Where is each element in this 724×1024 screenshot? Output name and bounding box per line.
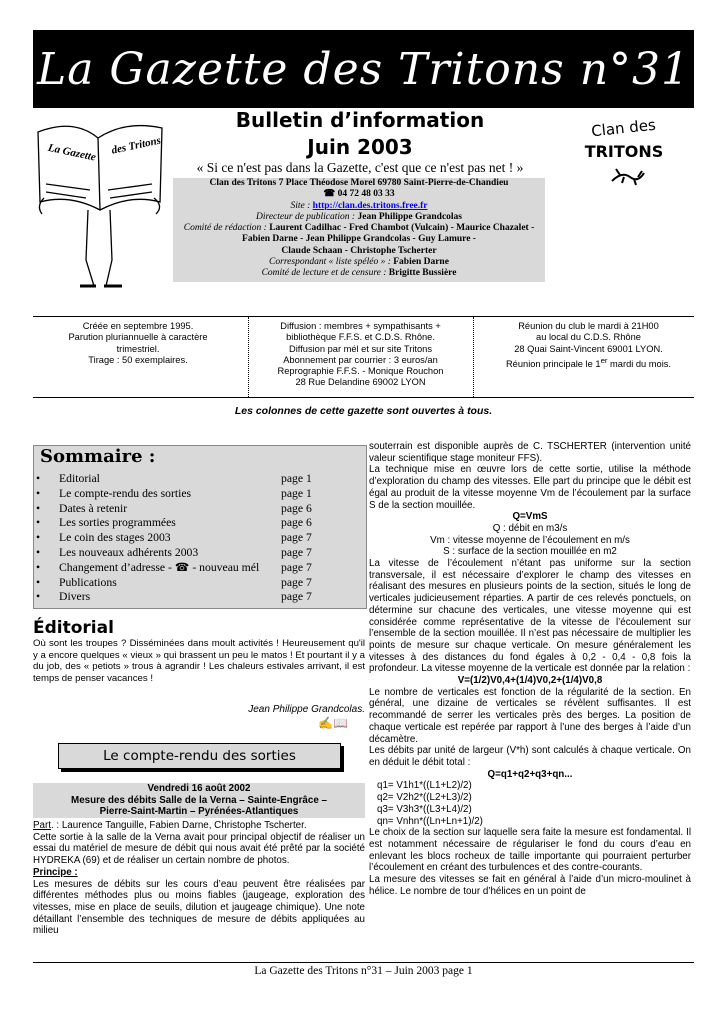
masthead-infobox (173, 178, 545, 282)
toc-page: page 6 (281, 516, 312, 530)
paragraph: Le choix de la section sur laquelle sera faite la mesure est fondamental. Il est notamment nécessaire de régulariser le fond du cours d’eau en enlevant les blocs rocheux de taille importante qui pourraient perturber l’écoulement en créant des turbulences et des contre-courants. (369, 827, 691, 874)
footer-rule (33, 962, 694, 963)
info-line (483, 355, 694, 370)
toc-item[interactable] (34, 531, 366, 546)
info-line: Réunion du club le mardi à 21H00 (518, 321, 659, 331)
clan-logo-line2: TRITONS (584, 142, 664, 161)
bullet-icon: • (36, 516, 41, 530)
sommaire-title: Sommaire : (40, 446, 156, 467)
toc-item[interactable] (34, 487, 366, 502)
committee-line-1: Laurent Cadilhac - Fred Chambot (Vulcain) - Maurice Chazalet - (269, 223, 535, 234)
info-line: trimestriel. (116, 343, 160, 354)
paragraph: La technique mise en œuvre lors de cette sortie, utilise la méthode d’exploration du champ des vitesses. Elle part du principe que le débit est égal au produit de la vitesse moyenne Vm de l’écoulement par la surface S de la section mouillée. (369, 464, 691, 511)
phone-icon: ☎ (323, 189, 338, 200)
info-line: Reprographie F.F.S. - Monique Rouchon (277, 366, 444, 377)
definition: Vm : vitesse moyenne de l’écoulement en m/s (430, 534, 630, 546)
info-text: Réunion principale le 1 (505, 358, 601, 369)
correspondent-name: Fabien Darne (393, 257, 449, 268)
toc-page: page 7 (281, 560, 312, 574)
info-line: Abonnement par courrier : 3 euros/an (283, 354, 438, 365)
toc-page: page 1 (281, 472, 312, 485)
toc-label: Divers (59, 590, 91, 604)
bullet-icon: • (36, 501, 41, 515)
club-address: Clan des Tritons 7 Place Théodose Morel 69780 Saint-Pierre-de-Chandieu (209, 178, 509, 188)
toc-page: page 7 (281, 575, 312, 589)
principe-label: Principe : (33, 866, 78, 878)
toc-label: Le coin des stages 2003 (59, 531, 171, 545)
outing-body (33, 820, 365, 937)
motto: « Si ce n'est pas dans la Gazette, c'est que ce n'est pas net ! » (196, 160, 524, 175)
club-phone: 04 72 48 03 33 (337, 189, 395, 200)
definition: S : surface de la section mouillée en m2 (443, 546, 617, 558)
info-line: Tirage : 50 exemplaires. (88, 354, 188, 365)
outing-subtitle-2: Pierre-Saint-Martin – Pyrénées-Atlantiques (99, 806, 299, 817)
info-line: au local du C.D.S. Rhône (536, 332, 641, 343)
outing-intro: Cette sortie à la salle de la Verna avait pour principal objectif de réaliser un essai du matériel de mesure de débit qui nous avait été prêté par la société HYDREKA (69) et de réaliser un certain nombre de photos. (33, 831, 365, 867)
toc-label: Publications (59, 575, 117, 589)
editorial-signature: Jean Philippe Grandcolas. (248, 704, 365, 715)
clan-logo-line1: Clan des (590, 115, 657, 141)
right-column-text (369, 441, 691, 897)
sommaire-box (33, 445, 367, 609)
formula-line: q1= V1h1*((L1+L2)/2) (377, 780, 472, 792)
info-line: 28 Rue Delandine 69002 LYON (295, 377, 426, 388)
formula-line: q3= V3h3*((L3+L4)/2) (377, 803, 472, 815)
page-footer: La Gazette des Tritons n°31 – Juin 2003 page 1 (254, 965, 473, 977)
editorial-text: Où sont les troupes ? Disséminées dans moult activités ! Heureusement qu'il y a encore quelques « vieux » qui brassent un peu le matos ! Et pourtant il y a du job, des « petiots » trous à agrandir ! Les chaleurs estivales arrivant, il est temps de penser vacances ! (33, 638, 365, 684)
open-columns-note: Les colonnes de cette gazette sont ouvertes à tous. (234, 405, 493, 417)
outing-subtitle-1: Mesure des débits Salle de la Verna – Sainte-Engrâce – (71, 794, 327, 806)
formula-mean-velocity: V=(1/2)V0,4+(1/4)V0,2+(1/4)V0,8 (457, 675, 603, 687)
bullet-icon: • (36, 486, 41, 500)
info-sup: er (600, 355, 608, 365)
committee-line-3: Claude Schaan - Christophe Tscherter (281, 245, 437, 256)
toc-page: page 6 (281, 501, 312, 515)
info-line: Créée en septembre 1995. (82, 321, 194, 331)
paragraph: La mesure des vitesses se fait en général à l’aide d’un micro-moulinet à hélice. Le nombre de tour d’hélices en un point de (369, 874, 691, 897)
paragraph: Les débits par unité de largeur (V*h) sont calculés à chaque verticale. On en déduit le débit total : (369, 745, 691, 768)
formula-line: qn= Vnhn*((Ln+Ln+1)/2) (377, 815, 483, 827)
toc-label: Le compte-rendu des sorties (59, 486, 192, 500)
site-label: Site : (290, 200, 311, 211)
toc-label: Les nouveaux adhérents 2003 (59, 545, 199, 559)
section-heading-compte-rendu: Le compte-rendu des sorties (58, 743, 341, 769)
formula-line: q2= V2h2*((L2+L3)/2) (377, 792, 472, 804)
bullet-icon: • (36, 590, 41, 604)
column-divider (473, 317, 475, 397)
correspondent-label: Correspondant « liste spéléo » : (269, 257, 391, 268)
bullet-icon: • (36, 472, 41, 485)
gazette-reader-logo (34, 110, 166, 295)
paragraph: La vitesse de l’écoulement n’étant pas uniforme sur la section transversale, il est nécessaire d’explorer le champ des vitesses en réalisant des mesures en plusieurs points de la section, situés le long de verticales judicieusement réparties. A partir de ces relevés ponctuels, on détermine sur chacune des verticales, une vitesse moyenne qui est considérée comme représentative de la vitesse de l’écoulement sur l’ensemble de la section mouillée. Il n’est pas nécessaire de multiplier les points de mesure sur chaque verticale. On mesure généralement les vitesses à des distances du fond égales à 0,2 - 0,4 - 0,8 fois la profondeur. La vitesse moyenne de la verticale est donnée par la relation : (369, 558, 691, 675)
bulletin-heading (180, 107, 540, 161)
outing-date: Vendredi 16 août 2002 (147, 783, 251, 794)
info-line: 28 Quai Saint-Vincent 69001 LYON. (514, 343, 663, 354)
logo-text-1: La Gazette (46, 141, 97, 164)
info-column-diffusion (258, 321, 463, 389)
bullet-icon: • (36, 560, 41, 574)
toc-item[interactable] (34, 516, 366, 531)
outing-heading (33, 783, 365, 818)
info-line: Diffusion : membres + sympathisants + (280, 321, 441, 331)
info-strip (33, 316, 694, 398)
info-column-meeting (483, 321, 694, 370)
director-label: Directeur de publication : (255, 211, 356, 222)
toc-item[interactable] (34, 576, 366, 591)
bulletin-date: Juin 2003 (307, 135, 413, 159)
editorial-title: Éditorial (33, 618, 114, 638)
participants-text: . : Laurence Tanguille, Fabien Darne, Christophe Tscherter. (50, 820, 307, 831)
toc-item[interactable] (34, 561, 366, 576)
formula-total-flow: Q=q1+q2+q3+qn... (487, 768, 573, 780)
toc-page: page 7 (281, 545, 312, 559)
logo-text-2: des Tritons (110, 134, 162, 157)
reading-committee-label: Comité de lecture et de censure : (261, 268, 387, 279)
definition: Q : débit en m3/s (492, 522, 568, 534)
triton-icon (612, 169, 644, 185)
toc-item[interactable] (34, 590, 366, 605)
principe-text: Les mesures de débits sur les cours d’eau peuvent être réalisées par différentes méthodes plus ou moins fiables (jaugeage, exploration des vitesses, mise en place de seuils, dilution et jaugeage chimique). Une note détaillant l’ensemble des techniques de mesure de débits appliquées au milieu (33, 878, 365, 937)
info-line: Parution pluriannuelle à caractère (68, 332, 208, 343)
info-column-publication (33, 321, 243, 366)
site-link[interactable]: http://clan.des.tritons.free.fr (312, 200, 428, 211)
info-line: bibliothèque F.F.S. et C.D.S. Rhône. (286, 332, 435, 343)
bullet-icon: • (36, 545, 41, 559)
paragraph: Le nombre de verticales est fonction de la régularité de la section. En général, une dizaine de verticales se révèlent suffisantes. Il est recommandé de serrer les verticales près des berges. La position de chaque verticale est repérée par rapport à l’une des berges à l’aide d’un décamètre. (369, 686, 691, 745)
bulletin-title: Bulletin d’information (235, 108, 485, 132)
toc-label: Editorial (59, 472, 100, 485)
toc-item[interactable] (34, 502, 366, 517)
toc-item[interactable] (34, 546, 366, 561)
toc-label: Changement d’adresse - ☎ - nouveau mél (59, 560, 260, 574)
toc-page: page 7 (281, 590, 312, 604)
toc-label: Les sorties programmées (59, 516, 176, 530)
committee-line-2: Fabien Darne - Jean Philippe Grandcolas - Guy Lamure - (242, 234, 476, 245)
clan-tritons-logo (572, 115, 677, 190)
toc-item[interactable] (34, 472, 366, 487)
bullet-icon: • (36, 531, 41, 545)
toc-label: Dates à retenir (59, 501, 128, 515)
info-text: mardi du mois. (607, 358, 672, 369)
info-line: Diffusion par mél et sur site Tritons (289, 343, 432, 354)
pen-book-icon: ✍📖 (318, 716, 348, 730)
paragraph: souterrain est disponible auprès de C. TSCHERTER (intervention unité valeur scientifique stage moniteur FFS). (369, 441, 691, 464)
participants-label: Part (33, 820, 51, 831)
bullet-icon: • (36, 575, 41, 589)
masthead-title: La Gazette des Tritons n°31 (36, 43, 691, 95)
toc-page: page 7 (281, 531, 312, 545)
column-divider (248, 317, 250, 397)
formula-q-vms: Q=VmS (512, 511, 548, 523)
toc-page: page 1 (281, 486, 312, 500)
reading-committee-name: Brigitte Bussière (388, 268, 457, 279)
committee-label: Comité de rédaction : (183, 223, 267, 234)
table-of-contents (34, 472, 366, 605)
masthead (33, 30, 694, 108)
director-name: Jean Philippe Grandcolas (357, 211, 462, 222)
